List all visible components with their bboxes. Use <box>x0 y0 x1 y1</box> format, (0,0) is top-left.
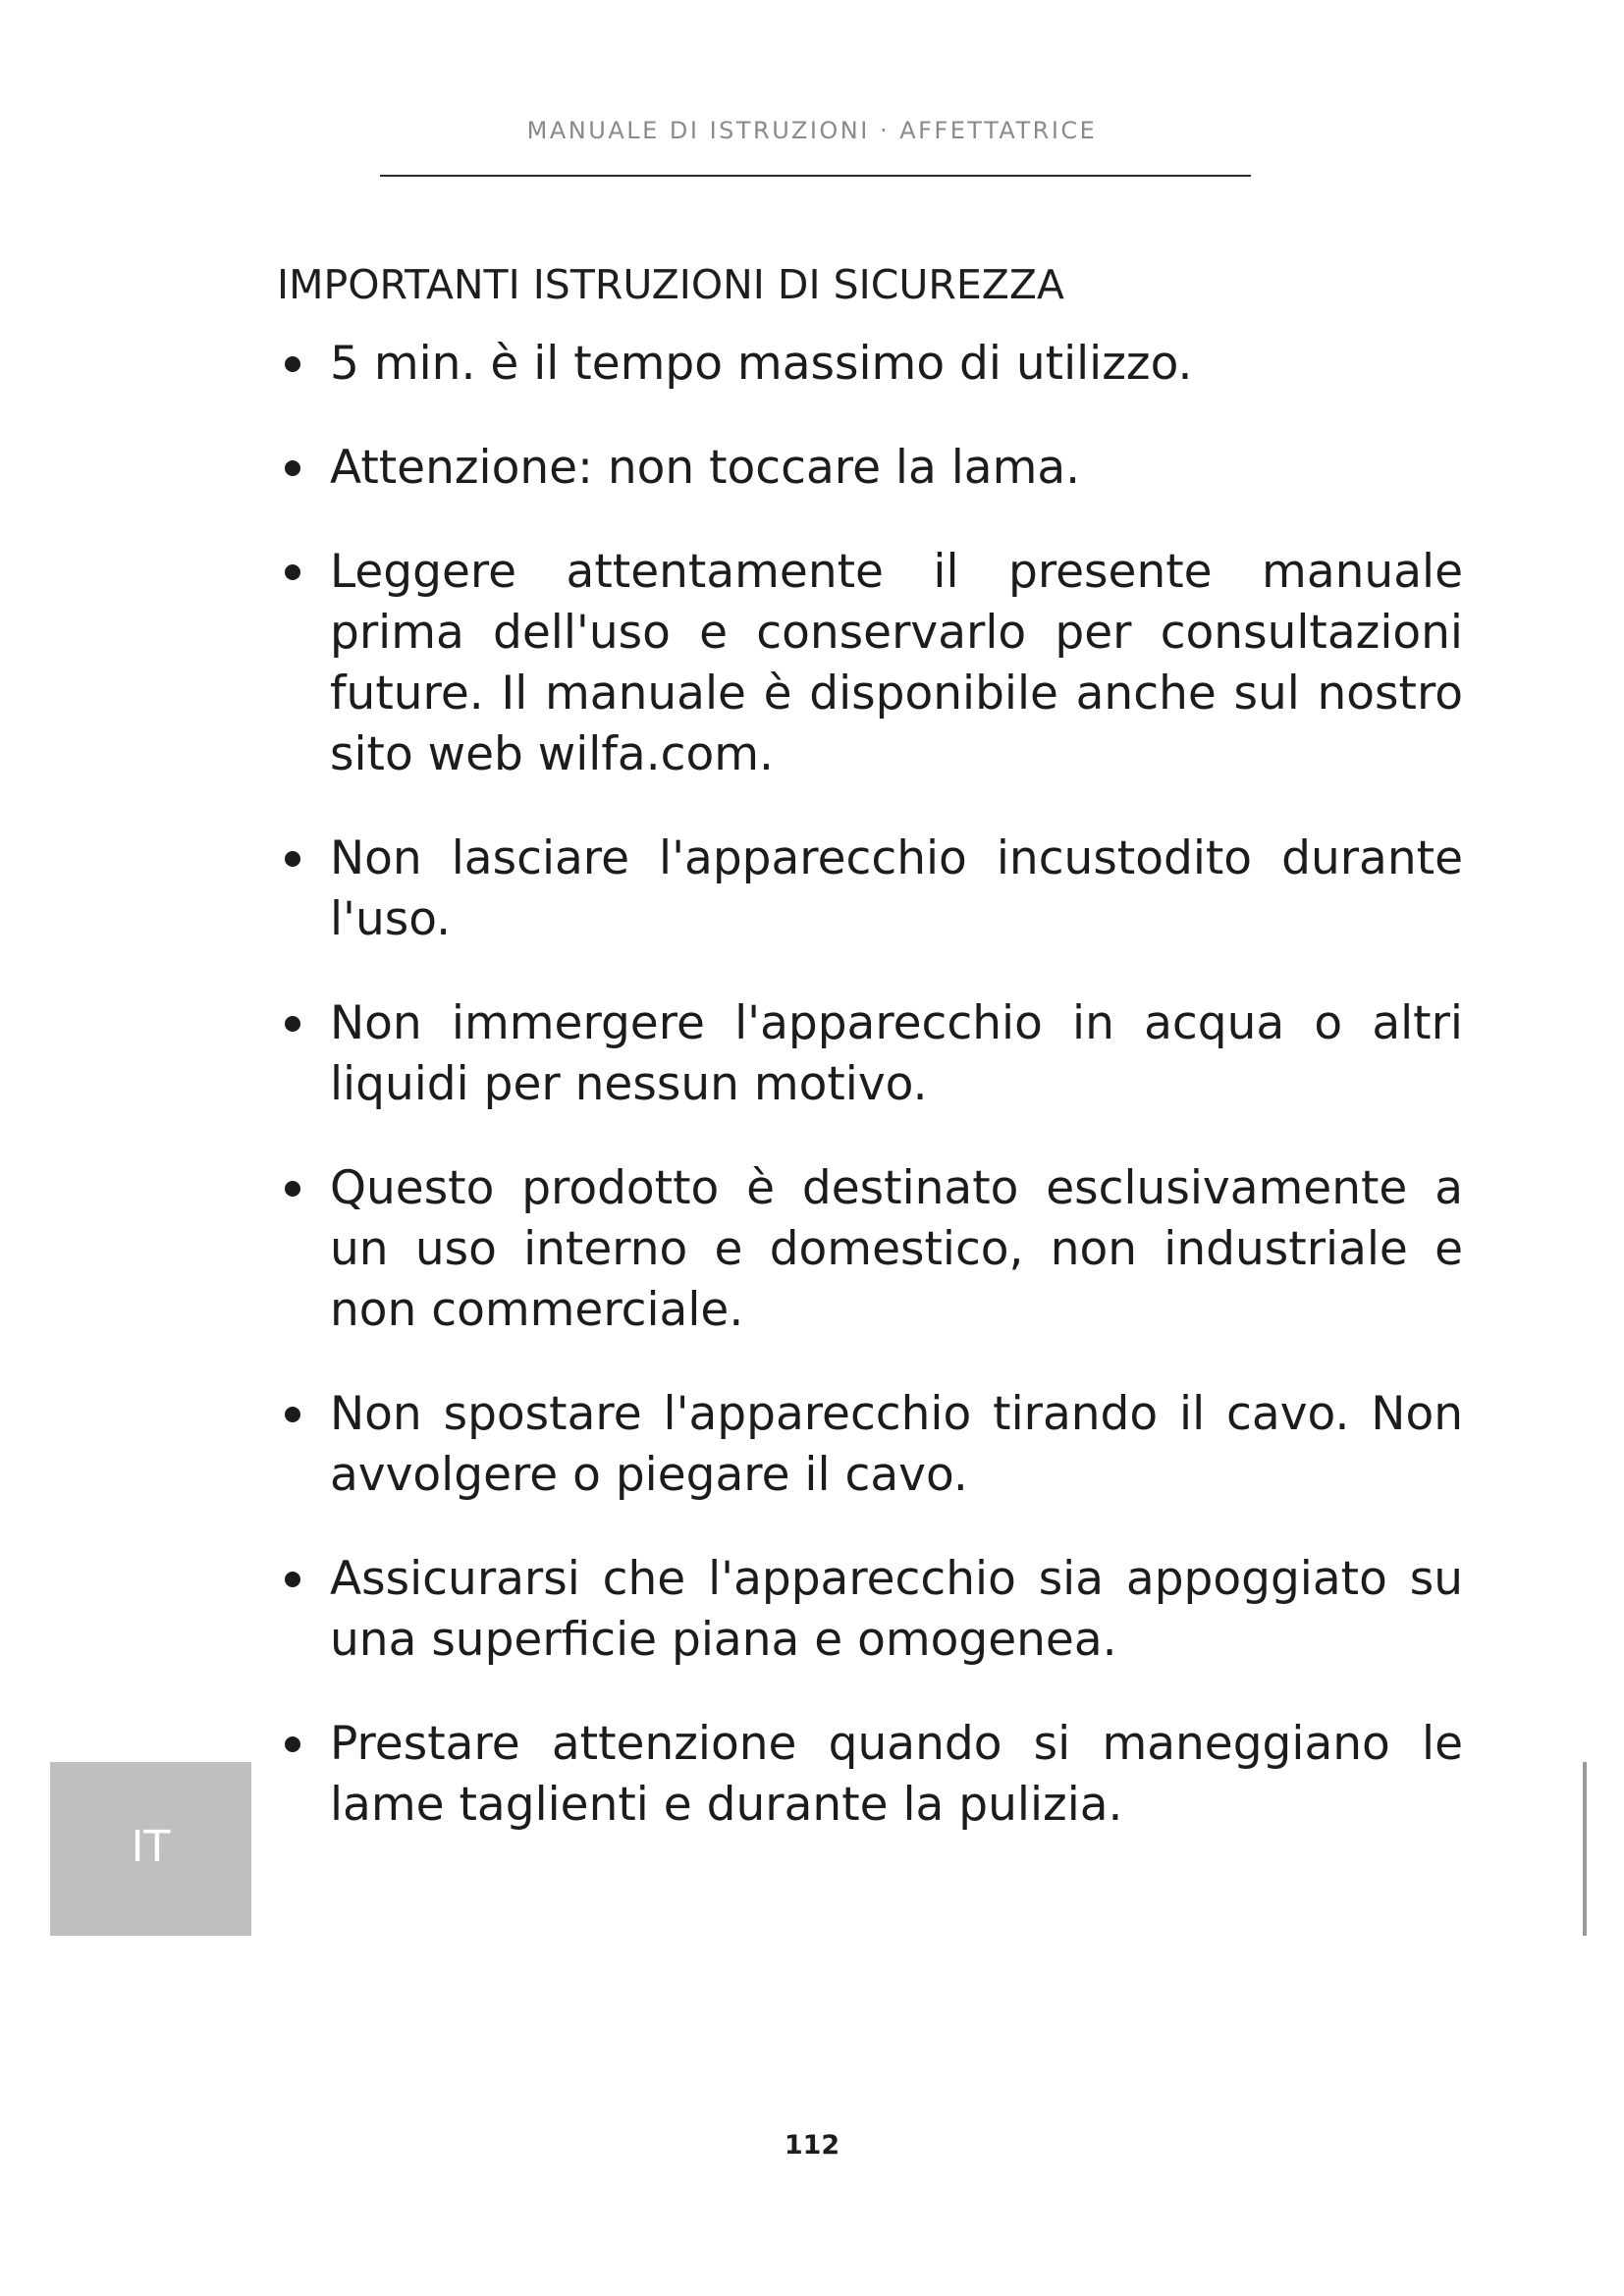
list-item <box>275 1714 1463 1836</box>
list-item <box>275 1549 1463 1671</box>
instruction-text: Assicurarsi che l'apparecchio sia appoggiato su una superficie piana e omogenea. <box>330 1552 1463 1667</box>
instruction-text: Non spostare l'apparecchio tirando il cavo. Non avvolgere o piegare il cavo. <box>330 1387 1463 1502</box>
bullet-icon <box>285 1181 300 1197</box>
list-item <box>275 542 1463 785</box>
instruction-text: Leggere attentamente il presente manuale prima dell'uso e conservarlo per consultazioni future. Il manuale è disponibile anche sul nostro sito web wilfa.com. <box>330 545 1463 781</box>
list-item <box>275 1384 1463 1506</box>
language-code: IT <box>131 1822 171 1872</box>
header-divider <box>380 175 1251 177</box>
section-title: IMPORTANTI ISTRUZIONI DI SICUREZZA <box>277 261 1064 308</box>
bullet-icon <box>285 564 300 580</box>
running-header: MANUALE DI ISTRUZIONI · AFFETTATRICE <box>526 117 1098 144</box>
page-number: 112 <box>784 2130 840 2161</box>
safety-instruction-list <box>275 334 1463 1879</box>
bullet-icon <box>285 356 300 372</box>
instruction-text: 5 min. è il tempo massimo di utilizzo. <box>330 337 1193 391</box>
instruction-text: Non immergere l'apparecchio in acqua o altri liquidi per nessun motivo. <box>330 996 1463 1111</box>
list-item <box>275 1158 1463 1341</box>
bullet-icon <box>285 1407 300 1422</box>
instruction-text: Prestare attenzione quando si maneggiano le lame taglienti e durante la pulizia. <box>330 1717 1463 1832</box>
language-tab <box>50 1762 251 1936</box>
bullet-icon <box>285 1572 300 1587</box>
list-item <box>275 828 1463 950</box>
bullet-icon <box>285 851 300 867</box>
instruction-text: Questo prodotto è destinato esclusivamente a un uso interno e domestico, non industriale e non commerciale. <box>330 1161 1463 1337</box>
bullet-icon <box>285 460 300 476</box>
page-edge-marker <box>1583 1762 1587 1936</box>
bullet-icon <box>285 1736 300 1752</box>
instruction-text: Attenzione: non toccare la lama. <box>330 441 1081 495</box>
instruction-text: Non lasciare l'apparecchio incustodito durante l'uso. <box>330 831 1463 946</box>
list-item <box>275 334 1463 395</box>
bullet-icon <box>285 1016 300 1032</box>
list-item <box>275 438 1463 499</box>
list-item <box>275 993 1463 1115</box>
